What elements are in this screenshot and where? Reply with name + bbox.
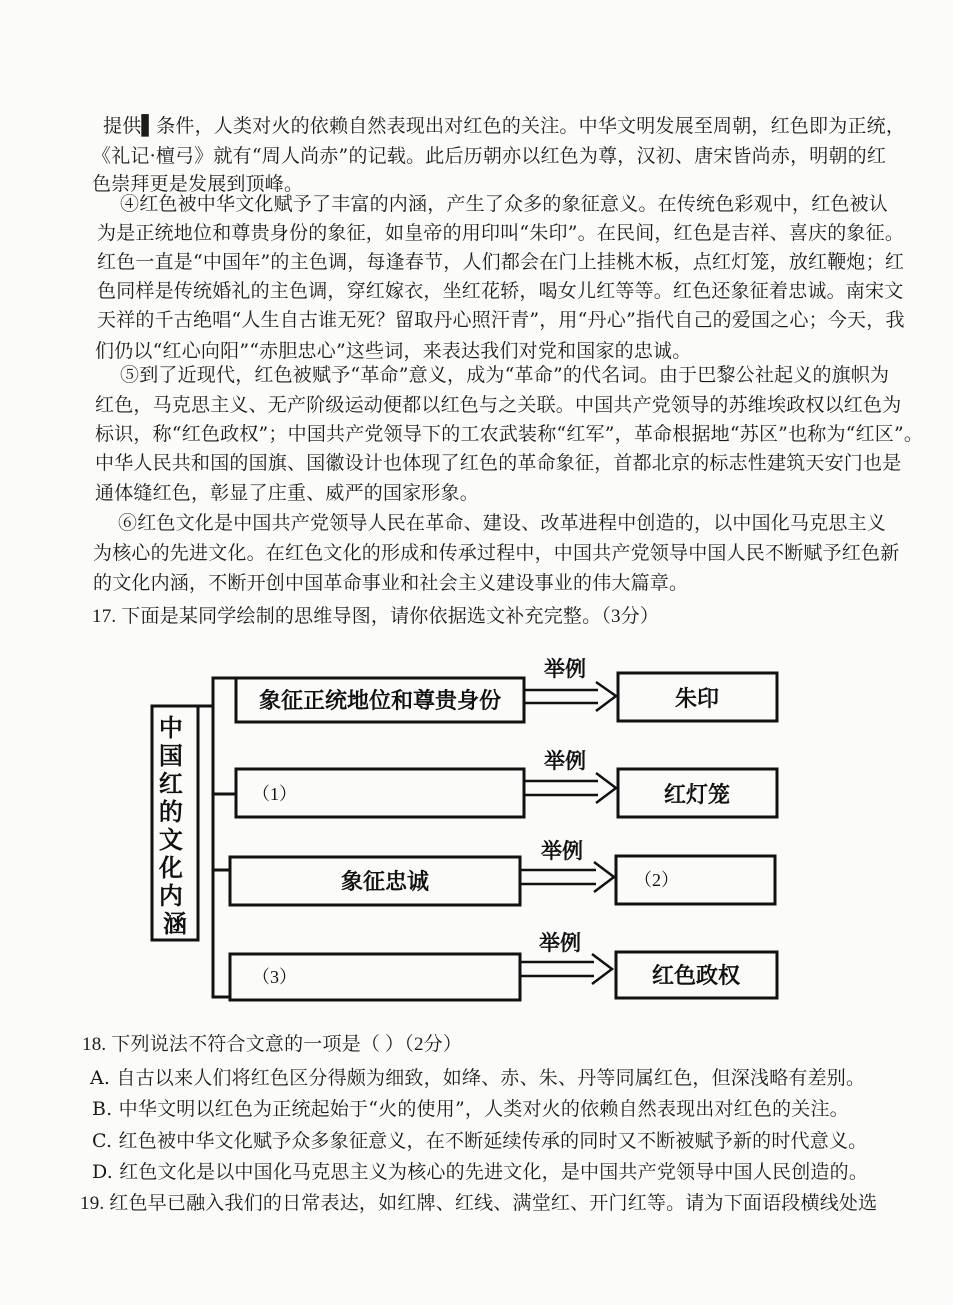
passage-line: 天祥的千古绝唱“人生自古谁无死？留取丹心照汗青”，用“丹心”指代自己的爱国之心；今天，我	[97, 309, 905, 331]
passage-line: 通体缝红色，彰显了庄重、威严的国家形象。	[95, 482, 480, 504]
mind-map-left-text-3: 象征忠诚	[340, 870, 430, 895]
mind-map-left-text-4: （3）	[252, 967, 297, 987]
question-18-option-c[interactable]: C. 红色被中华文化赋予众多象征意义，在不断延续传承的同时又不断被赋予新的时代意义。	[92, 1130, 868, 1152]
arrow-1	[524, 682, 616, 711]
arrow-4	[520, 954, 612, 984]
question-17: 17. 下面是某同学绘制的思维导图，请你依据选文补充完整。（3分）	[92, 606, 660, 627]
mind-map-root-text: 中 国 红 的 文 化 内 涵	[158, 714, 187, 938]
passage-line: ④红色被中华文化赋予了丰富的内涵，产生了众多的象征意义。在传统色彩观中，红色被认	[120, 193, 889, 215]
passage-line: 为核心的先进文化。在红色文化的形成和传承过程中，中国共产党领导中国人民不断赋予红色新	[93, 542, 900, 564]
mind-map-right-text-1: 朱印	[674, 687, 720, 712]
passage-line: ⑤到了近现代，红色被赋予“革命”意义，成为“革命”的代名词。由于巴黎公社起义的旗帜为	[120, 364, 890, 386]
mind-map-connectors	[198, 678, 236, 997]
passage-line: 色崇拜更是发展到顶峰。	[92, 173, 304, 195]
example-label-3: 举例	[541, 839, 583, 863]
question-18-option-d[interactable]: D. 红色文化是以中国化马克思主义为核心的先进文化，是中国共产党领导中国人民创造的。	[92, 1161, 869, 1183]
question-19: 19. 红色早已融入我们的日常表达，如红牌、红线、满堂红、开门红等。请为下面语段横线处选	[80, 1193, 878, 1214]
passage-line: 《礼记·檀弓》就有“周人尚赤”的记载。此后历朝亦以红色为尊，汉初、唐宋皆尚赤，明朝的红	[92, 145, 887, 167]
arrow-2	[524, 773, 616, 803]
mind-map-left-text-2: （1）	[252, 784, 297, 804]
example-label-2: 举例	[544, 749, 586, 773]
question-18-option-a[interactable]: A. 自古以来人们将红色区分得颇为细致，如绛、赤、朱、丹等同属红色，但深浅略有差别。	[90, 1067, 866, 1089]
example-label-1: 举例	[544, 657, 586, 681]
passage-line: 中华人民共和国的国旗、国徽设计也体现了红色的革命象征，首都北京的标志性建筑天安门也是	[95, 452, 902, 474]
passage-line: 提供▌条件，人类对火的依赖自然表现出对红色的关注。中华文明发展至周朝，红色即为正统，	[103, 115, 906, 137]
passage-line: 色同样是传统婚礼的主色调，穿红嫁衣，坐红花轿，喝女儿红等等。红色还象征着忠诚。南宋文	[97, 280, 904, 302]
example-label-4: 举例	[539, 931, 581, 955]
passage-line: 红色，马克思主义、无产阶级运动便都以红色与之关联。中国共产党领导的苏维埃政权以红色为	[95, 394, 902, 416]
mind-map-right-text-3: （2）	[634, 870, 679, 890]
passage-line: 标识，称“红色政权”；中国共产党领导下的工农武装称“红军”，革命根据地“苏区”也称为“红区”。	[95, 423, 924, 445]
passage-line: 们仍以“红心向阳”“赤胆忠心”这些词，来表达我们对党和国家的忠诚。	[95, 340, 692, 362]
mind-map-right-text-2: 红灯笼	[663, 783, 731, 808]
question-18-stem: 18. 下列说法不符合文意的一项是（ ）（2分）	[82, 1034, 463, 1055]
passage-line: 为是正统地位和尊贵身份的象征，如皇帝的用印叫“朱印”。在民间，红色是吉祥、喜庆的象征。	[97, 222, 905, 244]
mind-map-left-text-1: 象征正统地位和尊贵身份	[258, 689, 502, 714]
passage-line: 的文化内涵，不断开创中国革命事业和社会主义建设事业的伟大篇章。	[93, 572, 689, 594]
arrow-3	[520, 862, 614, 892]
question-18-option-b[interactable]: B. 中华文明以红色为正统起始于“火的使用”，人类对火的依赖自然表现出对红色的关注。	[92, 1098, 849, 1120]
mind-map-right-text-4: 红色政权	[651, 964, 741, 989]
passage-line: ⑥红色文化是中国共产党领导人民在革命、建设、改革进程中创造的，以中国化马克思主义	[118, 512, 887, 534]
passage-line: 红色一直是“中国年”的主色调，每逢春节，人们都会在门上挂桃木板，点红灯笼，放红鞭炮；红	[97, 251, 905, 273]
